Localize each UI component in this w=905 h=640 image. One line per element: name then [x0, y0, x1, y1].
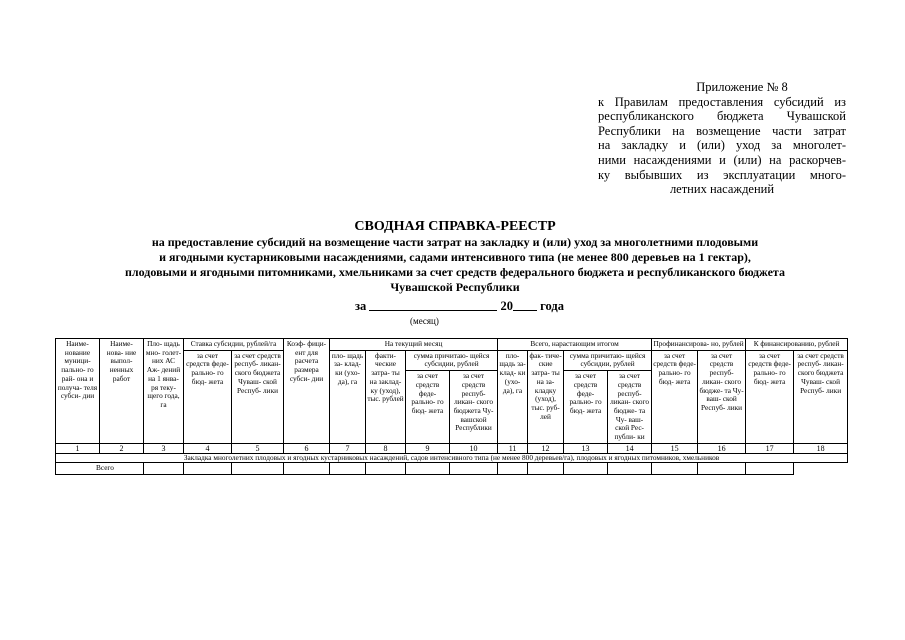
- col-header-subsidy-total-republic: за счет средств респуб- ликан- ского бюдже- та Чу- ваш- ской Рес- публи- ки: [608, 371, 652, 444]
- month-caption: (месяц): [410, 316, 439, 326]
- col-header-current-area: пло- щадь за- клад- ки (ухо- да), га: [330, 350, 366, 443]
- column-number: 5: [232, 443, 284, 453]
- group-header-subsidy-current: сумма причитаю- щейся субсидии, рублей: [406, 350, 498, 370]
- col-header-financed-republic: за счет средств респуб- ликан- ского бюдже- та Чу- ваш- ской Респуб- лики: [698, 350, 746, 443]
- appendix-line: летних насаждений: [669, 182, 775, 197]
- column-number: 13: [564, 443, 608, 453]
- col-header-financed-federal: за счет средств феде- рально- го бюд- жета: [652, 350, 698, 443]
- group-header-to-finance: К финансированию, рублей: [746, 339, 848, 351]
- table-cell: [406, 463, 450, 475]
- table-cell: [528, 463, 564, 475]
- table-cell: [330, 463, 366, 475]
- col-header-area: Пло- щадь мно- голет- них АС Аж- дений на 1 янва- ря теку- щего года, га: [144, 339, 184, 444]
- column-number: 12: [528, 443, 564, 453]
- column-number: 7: [330, 443, 366, 453]
- column-number: 15: [652, 443, 698, 453]
- column-number: 11: [498, 443, 528, 453]
- appendix-block: [598, 80, 846, 197]
- col-header-works: Наиме- нова- ние выпол- ненных работ: [100, 339, 144, 444]
- month-blank: [369, 298, 497, 311]
- table-cell: [366, 463, 406, 475]
- column-number: 1: [56, 443, 100, 453]
- column-number: 18: [794, 443, 848, 453]
- col-header-total-area: пло- щадь за- клад- ки (ухо- да), га: [498, 350, 528, 443]
- column-number: 3: [144, 443, 184, 453]
- table-cell: [698, 463, 746, 475]
- column-number: 8: [366, 443, 406, 453]
- document-subtitle-line: на предоставление субсидий на возмещение части затрат на закладку и (или) уход за многолетними плодовыми: [151, 235, 759, 249]
- appendix-line: к Правилам предоставления субсидий из: [598, 94, 846, 109]
- period-year: 20: [500, 299, 514, 313]
- document-subtitle-line: Чувашской Республики: [390, 280, 520, 294]
- column-number: 14: [608, 443, 652, 453]
- table-cell: [608, 463, 652, 475]
- group-header-total: Всего, нарастающим итогом: [498, 339, 652, 351]
- appendix-line: ку выбывших из эксплуатации много-: [598, 167, 846, 182]
- table-cell: [144, 463, 184, 475]
- table-cell: [184, 463, 232, 475]
- table-cell: [564, 463, 608, 475]
- col-header-subsidy-current-federal: за счет средств феде- рально- го бюд- жета: [406, 371, 450, 444]
- column-number: 10: [450, 443, 498, 453]
- total-label: Всего: [56, 463, 144, 475]
- appendix-title: Приложение № 8: [696, 80, 788, 94]
- header-row-1: [56, 339, 848, 351]
- col-header-subsidy-total-federal: за счет средств феде- рально- го бюд- жета: [564, 371, 608, 444]
- column-number: 17: [746, 443, 794, 453]
- document-heading: [40, 218, 870, 295]
- period-suffix: года: [540, 299, 564, 313]
- column-number: 6: [284, 443, 330, 453]
- section-row: [56, 453, 848, 463]
- table-cell: [498, 463, 528, 475]
- column-number: 16: [698, 443, 746, 453]
- table-cell: [232, 463, 284, 475]
- col-header-municipality: Наиме- нование муници- пально- го рай- она и получа- теля субси- дии: [56, 339, 100, 444]
- column-number: 2: [100, 443, 144, 453]
- col-header-current-costs: факти- ческие затра- ты на заклад- ку (уход), тыс. рублей: [366, 350, 406, 443]
- col-header-total-costs: фак- тиче- ские затра- ты на за- кладку (уход), тыс. руб- лей: [528, 350, 564, 443]
- period-line: [355, 298, 564, 314]
- table-cell: [450, 463, 498, 475]
- total-row: [56, 463, 848, 475]
- column-number: 9: [406, 443, 450, 453]
- group-header-financed: Профинансирова- но, рублей: [652, 339, 746, 351]
- col-header-tofinance-republic: за счет средств респуб- ликан- ского бюджета Чуваш- ской Респуб- лики: [794, 350, 848, 443]
- year-blank: [513, 298, 537, 311]
- appendix-line: Республики на возмещение части затрат: [598, 123, 846, 138]
- table-cell: [746, 463, 794, 475]
- col-header-rate-federal: за счет средств феде- рально- го бюд- жета: [184, 350, 232, 443]
- document-subtitle-line: и ягодными кустарниковыми насаждениями, садами интенсивного типа (не менее 800 деревьев на 1 гектар),: [159, 250, 751, 264]
- appendix-line: ними насаждениями и (или) на раскорчев-: [598, 152, 846, 167]
- col-header-tofinance-federal: за счет средств феде- рально- го бюд- жета: [746, 350, 794, 443]
- table-cell: [652, 463, 698, 475]
- column-numbers-row: [56, 443, 848, 453]
- group-header-rate: Ставка субсидии, рублей/га: [184, 339, 284, 351]
- document-subtitle-line: плодовыми и ягодными питомниками, хмельниками за счет средств федерального бюджета и республиканского бюджета: [125, 265, 785, 279]
- table-cell: [284, 463, 330, 475]
- col-header-rate-republic: за счет средств респуб- ликан- ского бюджета Чуваш- ской Респуб- лики: [232, 350, 284, 443]
- appendix-line: на закладку и (или) уход за многолет-: [598, 138, 846, 153]
- col-header-coefficient: Коэф- фици- ент для расчета размера субси- дии: [284, 339, 330, 444]
- document-title: СВОДНАЯ СПРАВКА-РЕЕСТР: [354, 219, 556, 234]
- group-header-current-month: На текущий месяц: [330, 339, 498, 351]
- period-prefix: за: [355, 299, 367, 313]
- column-number: 4: [184, 443, 232, 453]
- col-header-subsidy-current-republic: за счет средств респуб- ликан- ского бюджета Чу- вашской Республики: [450, 371, 498, 444]
- group-header-subsidy-total: сумма причитаю- щейся субсидии, рублей: [564, 350, 652, 370]
- appendix-line: республиканского бюджета Чувашской: [598, 109, 846, 124]
- section-title: Закладка многолетних плодовых и ягодных кустарниковых насаждений, садов интенсивного типа (не менее 800 деревьев/га), плодовых и ягодных питомников, хмельников: [56, 453, 848, 463]
- registry-table: [55, 338, 848, 475]
